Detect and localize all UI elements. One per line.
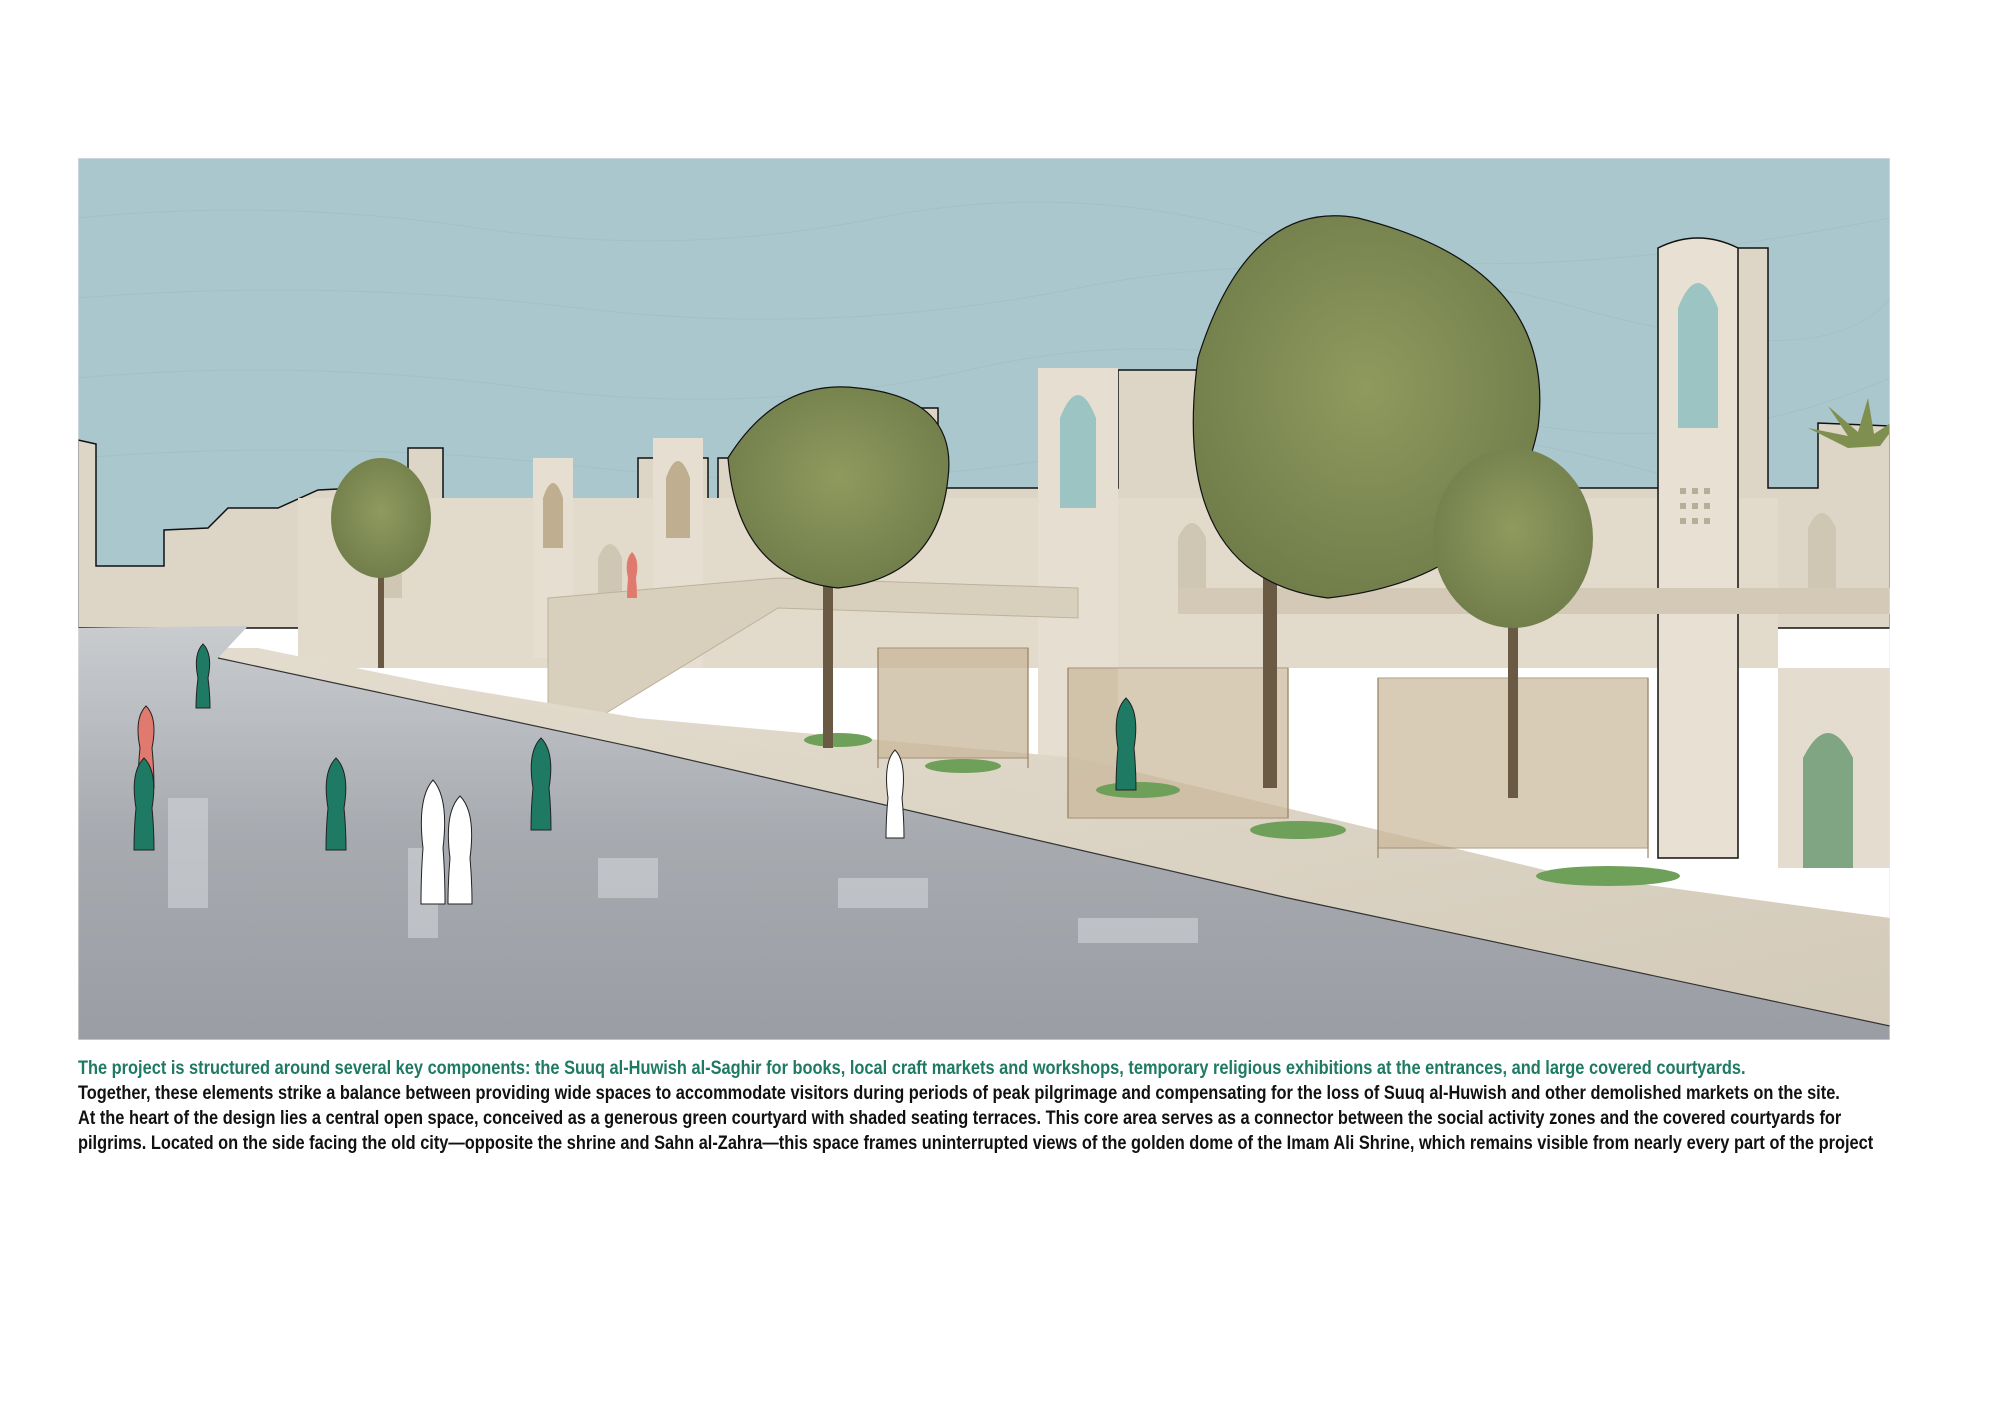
project-description (78, 1056, 1890, 1156)
central-space-paragraph: At the heart of the design lies a central open space, conceived as a generous green courtyard with shaded seating terraces. This core area serves as a connector between the social activity zones and the covered courtyards for pilgrims. Located on the side facing the old city—opposite the shrine and Sahn al-Zahra—this space frames uninterrupted views of the golden dome of the Imam Ali Shrine, which remains visible from nearly every part of the project (78, 1107, 1874, 1154)
lead-paragraph: The project is structured around several key components: the Suuq al-Huwish al-Saghir for books, local craft markets and workshops, temporary religious exhibitions at the entrances, and large covered courtyards. (78, 1057, 1746, 1079)
balance-paragraph: Together, these elements strike a balance between providing wide spaces to accommodate visitors during periods of peak pilgrimage and compensating for the loss of Suuq al-Huwish and other demolished markets on the site. (78, 1082, 1840, 1104)
lattice-pavilion-2 (1068, 668, 1288, 818)
architectural-rendering (78, 158, 1890, 1040)
gateway-arch (1778, 668, 1890, 868)
minaret-tower-4 (1658, 238, 1738, 858)
lattice-pavilion-1 (878, 648, 1028, 768)
